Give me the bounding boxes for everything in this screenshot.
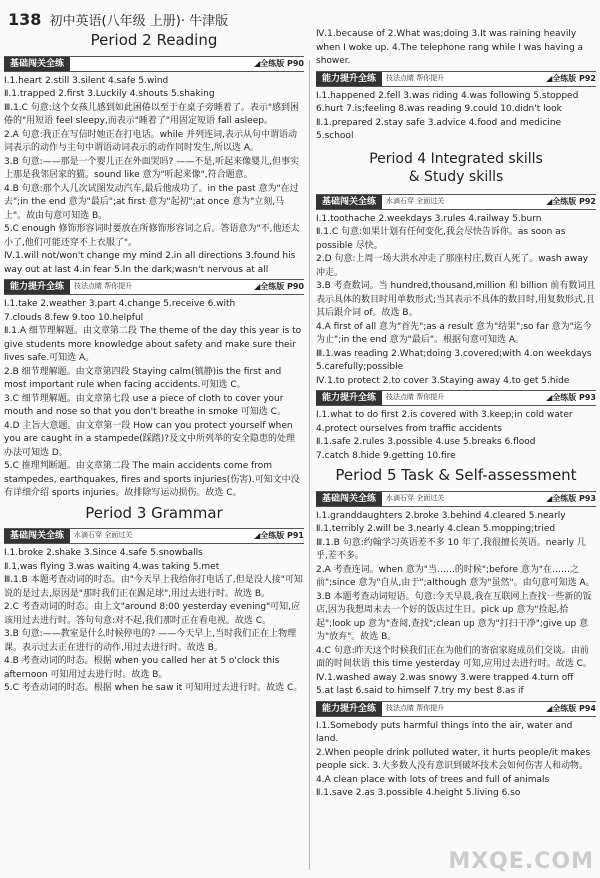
period-2-title: Period 2 Reading (90, 31, 218, 49)
answer-line: 5.school (316, 131, 354, 141)
answer-line: 4.B 句意:那个人几次试图发动汽车,最后他成功了。in the past 意为"在过去";in the end 意为"最后";at first 意为"起初";at once 意为"立刻,马上"。故由句意可知选 B。 (4, 183, 299, 221)
answer-line: Ⅳ.1.washed away 2.was snowy 3.were trapped 4.turn off (316, 672, 574, 683)
answer-line: 5.C 推理判断题。由文章第二段 The main accidents come from stampedes, earthquakes, fires and sports injuries(伤害).可知文中没有详细介绍 sports injuries。故排除写运动损伤。故选 C。 (4, 461, 300, 498)
answer-line: 5.C 考查动词的时态。根据 when he saw it 可知用过去进行时。故选 C。 (4, 683, 303, 693)
page-header (8, 10, 228, 29)
answer-line: Ⅰ.1.what to do first 2.is covered with 3.keep;in cold water (316, 410, 573, 420)
section-bar (4, 528, 304, 544)
answer-line: 3.B 句意:——那是一个婴儿正在外面哭吗? ——不是,听起来像婴儿,但事实上那是我邻居家的猫。sound like 意为"听起来像",符合题意。 (4, 156, 300, 180)
answer-line: 5.C enough 修饰形容词时要放在所修饰形容词之后。答语意为"不,他还太小了,他们可能还穿不上衣服了"。 (4, 224, 300, 248)
answer-line: Ⅰ.1.take 2.weather 3.part 4.change 5.receive 6.with (4, 299, 236, 309)
section-bar (316, 194, 596, 210)
answer-line: Ⅳ.1.will not/won't change my mind 2.in all directions 3.found his way out at last 4.in fear 5.In the dark;wasn't nervous at all (4, 251, 296, 275)
answer-line: 7.catch 8.hide 9.getting 10.fire (316, 450, 456, 461)
answer-line: 3.B 本题考查动词短语。句意:今天早晨,我在互联网上查找一些新的饭店,因为我想周末去一个好的饭店过生日。pick up 意为"捡起,拾起";look up 意为"查阅,查找";clean up 意为"打扫干净";give up 意为"放弃"。故选 B。 (316, 591, 592, 642)
answer-line: 4.C 句意:昨天这个时候我们正在为他们的寄宿家庭成员们交谈。由前面的时间状语 this time yesterday 可知,应用过去进行时。故选 C。 (316, 645, 592, 669)
answer-line: Ⅰ.1.granddaughters 2.broke 3.behind 4.cleared 5.nearly (316, 510, 566, 521)
answer-line: 4.B 考查动词的时态。根据 when you called her at 5 o'clock this afternoon 可知用过去进行时。故选 B。 (4, 656, 280, 680)
book-title: 初中英语(八年级 上册)· 牛津版 (49, 14, 229, 29)
section-desc: 水滴石穿 全面过关 (74, 531, 133, 540)
answer-line: 4.protect ourselves from traffic accidents (316, 423, 502, 434)
section-bar (4, 56, 304, 72)
answer-line: Ⅱ.1.A 细节理解题。由文章第二段 The theme of the day this year is to give students more knowledge about safety and make sure their lives safe.可知选 A。 (4, 326, 302, 363)
answer-line: 7.clouds 8.few 9.too 10.helpful (4, 312, 144, 323)
page-number: 138 (8, 10, 42, 29)
section-tag: 基础闯关全练 (316, 195, 382, 209)
version-ref: ◢全练版 P91 (254, 531, 304, 541)
section-bar (316, 390, 596, 406)
answer-line: Ⅲ.1.B 本题考查动词的时态。由"今天早上我给你打电话了,但是没人接"可知说的是过去,原因是"那时我们正在踢足球",用过去进行时。故选 B。 (4, 575, 303, 599)
period-5-title: Period 5 Task & Self-assessment (335, 466, 577, 484)
section-tag: 能力提升全练 (316, 72, 382, 86)
answer-line: Ⅱ.1.trapped 2.first 3.Luckily 4.shouts 5.shaking (4, 89, 215, 99)
answer-line: Ⅲ.1.C 句意:这个女孩儿感到如此困倦以至于在桌子旁睡着了。表示"感到困倦的"用短语 feel sleepy,而表示"睡着了"用固定短语 fall asleep。 (4, 102, 299, 126)
version-ref: ◢全练版 P90 (254, 58, 304, 68)
answer-line: 2.B 细节理解题。由文章第四段 Staying calm(镇静)is the first and most important rule when facing accidents.可知选 C。 (4, 366, 282, 390)
answer-line: 2.A 考查连词。when 意为"当……的时候";before 意为"在……之前";since 意为"自从,由于";although 意为"虽然"。由句意可知选 A。 (316, 564, 595, 588)
answer-line: Ⅱ.1.was flying 3.was waiting 4.was taking 5.met (4, 561, 220, 572)
answer-line: Ⅰ.1.Somebody puts harmful things into the air, water and land. (316, 720, 573, 744)
answer-line: 2.C 考查动词的时态。由上文"around 8:00 yesterday evening"可知,应该用过去进行时。答句句意:对不起,我们那时正在看电视。故选 C。 (4, 602, 301, 626)
section-tag: 能力提升全练 (4, 280, 70, 294)
answer-line: Ⅱ.1.save 2.as 3.possible 4.height 5.living 6.so (316, 788, 521, 798)
answer-line: 5.at last 6.said to himself 7.try my best 8.as if (316, 686, 524, 696)
answer-line: Ⅱ.1.terribly 2.will be 3.nearly 4.clean 5.mopping;tried (316, 524, 556, 534)
answer-line: 4.A first of all 意为"首先";as a result 意为"结果";so far 意为"迄今为止";in the end 意为"最后"。根据句意可知选 A。 (316, 321, 592, 345)
answer-line: 3.C 细节理解题。由文章第七段 use a piece of cloth to cover your mouth and nose so that you don't breathe in smoke 可知选 C。 (4, 393, 286, 417)
section-tag: 基础闯关全练 (316, 492, 382, 506)
section-desc: 技法点睛 帮你提升 (386, 703, 445, 712)
answer-line: 4.D 主旨大意题。由文章第一段 How can you protect yourself when you are caught in a stampede(踩踏)?及文中所列举的安全隐患的处理办法可知选 D。 (4, 420, 296, 458)
section-tag: 基础闯关全练 (4, 57, 70, 71)
section-bar (316, 701, 596, 717)
version-ref: ◢全练版 P93 (546, 493, 596, 503)
answer-line: Ⅳ.1.because of 2.What was;doing 3.It was raining heavily when I woke up. 4.The telephone rang while I was having a shower. (316, 29, 584, 66)
section-desc: 技法点睛 帮你提升 (386, 73, 445, 82)
section-bar (4, 279, 304, 295)
version-ref: ◢全练版 P92 (546, 196, 596, 206)
answer-line: 3.B 考查数词。当 hundred,thousand,million 和 billion 前有数词且表示具体的数目时用单数形式;当其表示不具体的数目时,用复数形式,且其后跟介词 of。故选 B。 (316, 281, 596, 318)
section-tag: 能力提升全练 (316, 702, 382, 716)
right-column (316, 28, 596, 801)
answer-line: 3.B 句意:——教室是什么时候停电的? ——今天早上,当时我们正在上物理课。表示过去正在进行的动作,用过去进行时。故选 B。 (4, 629, 297, 653)
watermark: MXQE.COM (448, 849, 594, 874)
version-ref: ◢全练版 P92 (546, 73, 596, 83)
period-4-title-line2: & Study skills (408, 168, 504, 185)
answer-line: Ⅰ.1.happened 2.fell 3.was riding 4.was following 5.stopped (316, 90, 579, 101)
answer-line: 2.When people drink polluted water, it hurts people/it makes people sick. 3.大多数人没有意识到破坏技术会如何伤害人和动物。 4.A clean place with lots of trees and full of animals (316, 747, 591, 785)
answer-line: 2.D 句意:上周一场大洪水冲走了那座村庄,数百人死了。wash away 冲走。 (316, 254, 589, 278)
period-4-title (316, 150, 596, 186)
answer-line: Ⅱ.1.C 句意:如果计划有任何变化,我会尽快告诉你。as soon as possible 尽快。 (316, 227, 566, 251)
answer-line: 2.A 句意:我正在写信时她正在打电话。while 并列连词,表示从句中谓语动词表示的动作与主句中谓语动词表示的动作同时发生,所以选 A。 (4, 129, 297, 153)
answer-line: Ⅲ.1.was reading 2.What;doing 3.covered;with 4.on weekdays 5.carefully;possible (316, 348, 592, 372)
answer-line: Ⅱ.1.safe 2.rules 3.possible 4.use 5.breaks 6.flood (316, 437, 536, 447)
version-ref: ◢全练版 P90 (254, 282, 304, 292)
answer-line: Ⅰ.1.heart 2.still 3.silent 4.safe 5.wind (4, 75, 169, 86)
section-bar (316, 491, 596, 507)
section-desc: 技法点睛 帮你提升 (74, 282, 133, 291)
version-ref: ◢全练版 P94 (546, 703, 596, 713)
left-column (4, 28, 304, 696)
answer-line: 6.hurt 7.is;feeling 8.was reading 9.could 10.didn't look (316, 104, 562, 114)
version-ref: ◢全练版 P93 (546, 393, 596, 403)
answer-line: Ⅲ.1.B 句意:约翰学习英语差不多 10 年了,我很擅长英语。nearly 几乎,差不多。 (316, 537, 586, 561)
section-desc: 水滴石穿 全面过关 (386, 196, 445, 205)
answer-line: Ⅱ.1.prepared 2.stay safe 3.advice 4.food and medicine (316, 117, 562, 128)
section-desc: 水滴石穿 全面过关 (386, 493, 445, 502)
answer-line: Ⅳ.1.to protect 2.to cover 3.Staying away 4.to get 5.hide (316, 375, 570, 386)
column-divider (309, 60, 310, 870)
period-3-title: Period 3 Grammar (85, 503, 223, 522)
period-4-title-line1: Period 4 Integrated skills (369, 150, 543, 167)
section-tag: 基础闯关全练 (4, 529, 70, 543)
section-bar (316, 71, 596, 87)
answer-line: Ⅰ.1.broke 2.shake 3.Since 4.safe 5.snowballs (4, 548, 203, 558)
answer-line: Ⅰ.1.toothache 2.weekdays 3.rules 4.railway 5.burn (316, 213, 542, 224)
section-tag: 能力提升全练 (316, 391, 382, 405)
section-desc: 技法点睛 帮你提升 (386, 393, 445, 402)
